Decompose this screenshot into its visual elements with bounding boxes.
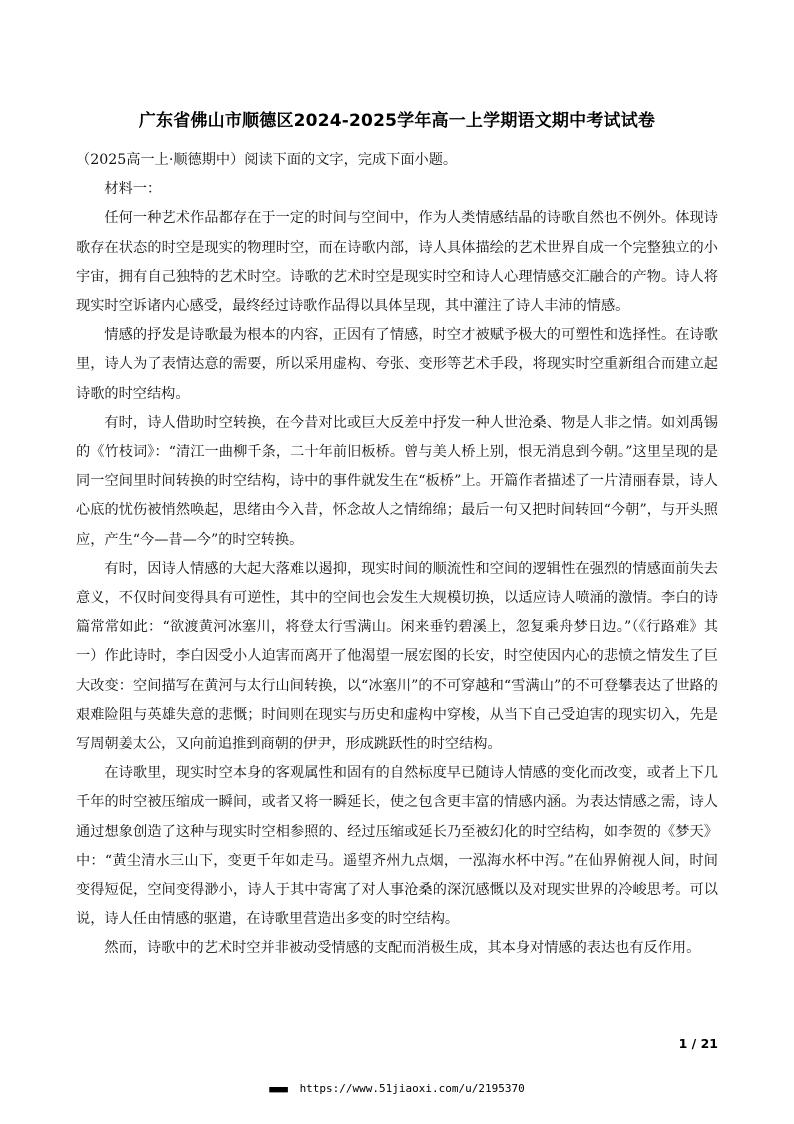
paragraph: 在诗歌里，现实时空本身的客观属性和固有的自然标度早已随诗人情感的变化而改变，或者上下几千年的时空被压缩成一瞬间，或者又将一瞬延长，使之包含更丰富的情感内涵。为表达情感之需，诗人通过想象创造了这种与现实时空相参照的、经过压缩或延长乃至被幻化的时空结构，如李贺的《梦天》中：“黄尘清水三山下，变更千年如走马。遥望齐州九点烟，一泓海水杯中泻。”在仙界俯视人间，时间变得短促，空间变得渺小，诗人于其中寄寓了对人事沧桑的深沉感慨以及对现实世界的冷峻思考。可以说，诗人任由情感的驱遣，在诗歌里营造出多变的时空结构。 — [76, 765, 718, 928]
document-title: 广东省佛山市顺德区2024-2025学年高一上学期语文期中考试试卷 — [138, 111, 656, 131]
footer-url[interactable]: https://www.51jiaoxi.com/u/2195370 — [299, 1082, 525, 1095]
footer-logo-icon: ■■■■ — [269, 1085, 287, 1095]
question-intro: （2025高一上·顺德期中）阅读下面的文字，完成下面小题。 — [76, 152, 458, 168]
paragraph: 有时，诗人借助时空转换，在今昔对比或巨大反差中抒发一种人世沧桑、物是人非之情。如刘禹锡的《竹枝词》：“清江一曲柳千条，二十年前旧板桥。曾与美人桥上别，恨无消息到今朝。”这里呈现的是同一空间里时间转换的时空结构，诗中的事件就发生在“板桥”上。开篇作者描述了一片清丽春景，诗人心底的忧伤被悄然唤起，思绪由今入昔，怀念故人之情绵绵；最后一句又把时间转回“今朝”，与开头照应，产生“今—昔—今”的时空转换。 — [76, 414, 718, 548]
paragraph: 有时，因诗人情感的大起大落难以遏抑，现实时间的顺流性和空间的逻辑性在强烈的情感面前失去意义，不仅时间变得具有可逆性，其中的空间也会发生大规模切换，以适应诗人喷涌的激情。李白的诗篇常常如此：“欲渡黄河冰塞川，将登太行雪满山。闲来垂钓碧溪上，忽复乘舟梦日边。”（《行路难》其一）作此诗时，李白因受小人迫害而离开了他渴望一展宏图的长安，时空使因内心的悲愤之情发生了巨大改变：空间描写在黄河与太行山间转换，以“冰塞川”的不可穿越和“雪满山”的不可登攀表达了世路的艰难险阻与英雄失意的悲慨；时间则在现实与历史和虚构中穿梭，从当下自己受迫害的现实切入，先是写周朝姜太公，又向前追推到商朝的伊尹，形成跳跃性的时空结构。 — [76, 560, 718, 753]
page-number: 1 / 21 — [678, 1036, 718, 1051]
paragraph: 然而，诗歌中的艺术时空并非被动受情感的支配而消极生成，其本身对情感的表达也有反作用。 — [104, 940, 701, 957]
paragraph: 任何一种艺术作品都存在于一定的时间与空间中，作为人类情感结晶的诗歌自然也不例外。体现诗歌存在状态的时空是现实的物理时空，而在诗歌内部，诗人具体描绘的艺术世界自成一个完整独立的小宇宙，拥有自己独特的艺术时空。诗歌的艺术时空是现实时空和诗人心理情感交汇融合的产物。诗人将现实时空诉诸内心感受，最终经过诗歌作品得以具体呈现，其中灌注了诗人丰沛的情感。 — [76, 210, 718, 315]
document-body — [76, 146, 718, 964]
paragraph: 情感的抒发是诗歌最为根本的内容，正因有了情感，时空才被赋予极大的可塑性和选择性。在诗歌里，诗人为了表情达意的需要，所以采用虚构、夸张、变形等艺术手段，将现实时空重新组合而建立起诗歌的时空结构。 — [76, 327, 718, 402]
footer — [0, 1082, 794, 1095]
material-label: 材料一： — [104, 181, 162, 198]
